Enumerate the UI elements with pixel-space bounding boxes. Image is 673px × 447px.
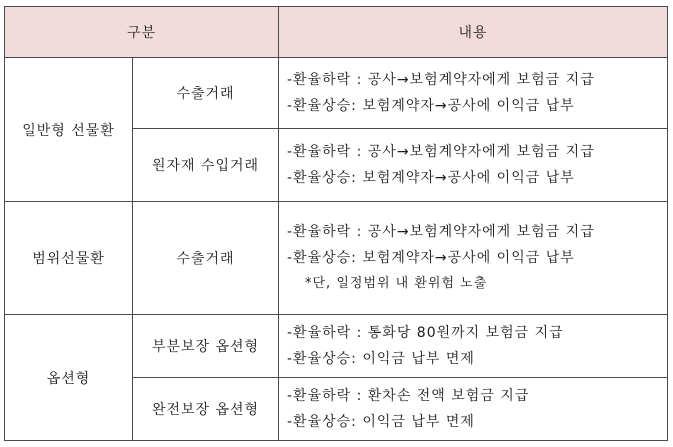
content-cell bbox=[279, 202, 668, 315]
content-line: -환율상승: 보험계약자→공사에 이익금 납부 bbox=[287, 250, 575, 266]
content-cell bbox=[279, 58, 668, 129]
content-line: -환율하락 : 통화당 80원까지 보험금 지급 bbox=[287, 325, 564, 341]
sub-label: 완전보장 옵션형 bbox=[133, 378, 279, 441]
content-line: -환율하락 : 환차손 전액 보험금 지급 bbox=[287, 388, 530, 404]
content-line: -환율상승: 이익금 납부 면제 bbox=[287, 351, 475, 367]
table-row bbox=[5, 58, 668, 129]
sub-label: 원자재 수입거래 bbox=[133, 129, 279, 202]
group-label: 범위선물환 bbox=[5, 202, 133, 315]
content-cell bbox=[279, 129, 668, 202]
content-note: *단, 일정범위 내 환위험 노출 bbox=[305, 276, 488, 291]
content-line: -환율하락 : 공사→보험계약자에게 보험금 지급 bbox=[287, 72, 595, 88]
content-cell bbox=[279, 315, 668, 378]
table-row bbox=[5, 202, 668, 315]
content-cell bbox=[279, 378, 668, 441]
content-line: -환율하락 : 공사→보험계약자에게 보험금 지급 bbox=[287, 144, 595, 160]
content-line: -환율하락 : 공사→보험계약자에게 보험금 지급 bbox=[287, 224, 595, 240]
header-content: 내용 bbox=[279, 7, 668, 58]
sub-label: 수출거래 bbox=[133, 202, 279, 315]
group-label: 옵션형 bbox=[5, 315, 133, 441]
group-label: 일반형 선물환 bbox=[5, 58, 133, 202]
fx-insurance-table bbox=[4, 6, 668, 441]
header-row bbox=[5, 7, 668, 58]
content-line: -환율상승: 보험계약자→공사에 이익금 납부 bbox=[287, 98, 575, 114]
header-category: 구분 bbox=[5, 7, 279, 58]
sub-label: 수출거래 bbox=[133, 58, 279, 129]
table-row bbox=[5, 315, 668, 378]
content-line: -환율상승: 보험계약자→공사에 이익금 납부 bbox=[287, 170, 575, 186]
content-line: -환율상승: 이익금 납부 면제 bbox=[287, 414, 475, 430]
sub-label: 부분보장 옵션형 bbox=[133, 315, 279, 378]
